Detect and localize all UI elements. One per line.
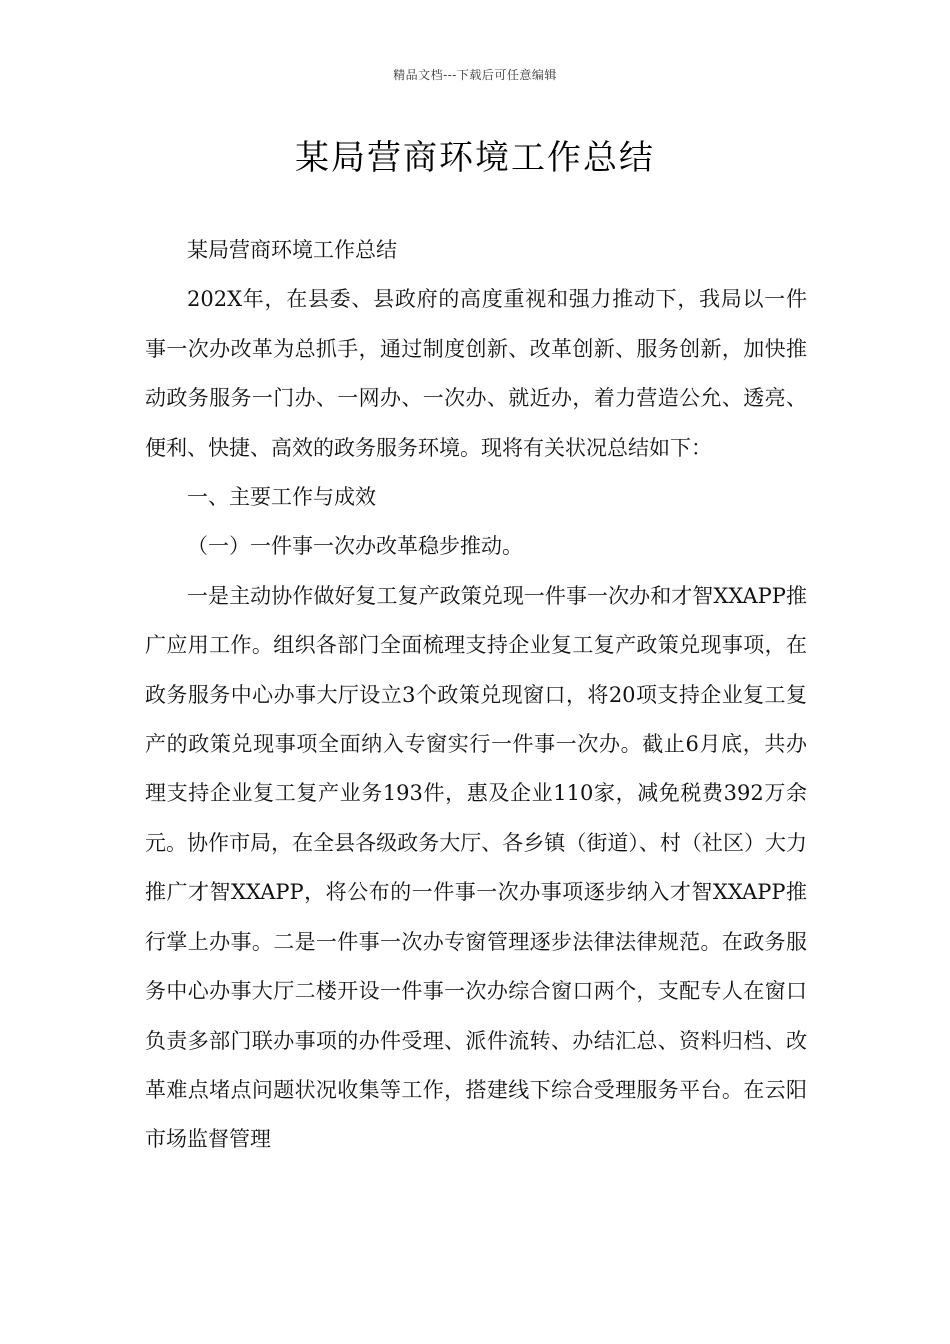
document-body [145,226,807,1165]
page-title: 某局营商环境工作总结 [295,138,655,178]
subsection-heading: （一）一件事一次办改革稳步推动。 [187,534,523,559]
paragraph-intro: 202X年，在县委、县政府的高度重视和强力推动下，我局以一件事一次办改革为总抓手，通过制度创新、改革创新、服务创新，加快推动政务服务一门办、一网办、一次办、就近办，着力营造公允、透亮、便利、快捷、高效的政务服务环境。现将有关状况总结如下： [145,287,807,460]
paragraph-subtitle: 某局营商环境工作总结 [187,238,397,262]
header-note: 精品文档---下载后可任意编辑 [393,68,557,82]
section-heading: 一、主要工作与成效 [187,485,376,510]
paragraph-body: 一是主动协作做好复工复产政策兑现一件事一次办和才智XXAPP推广应用工作。组织各部门全面梳理支持企业复工复产政策兑现事项，在政务服务中心办事大厅设立3个政策兑现窗口，将20项支持企业复工复产的政策兑现事项全面纳入专窗实行一件事一次办。截止6月底，共办理支持企业复工复产业务193件，惠及企业110家，减免税费392万余元。协作市局，在全县各级政务大厅、各乡镇（街道）、村（社区）大力推广才智XXAPP，将公布的一件事一次办事项逐步纳入才智XXAPP推行掌上办事。二是一件事一次办专窗管理逐步法律法律规范。在政务服务中心办事大厅二楼开设一件事一次办综合窗口两个，支配专人在窗口负责多部门联办事项的办件受理、派件流转、办结汇总、资料归档、改革难点堵点问题状况收集等工作，搭建线下综合受理服务平台。在云阳市场监督管理 [145,583,807,1152]
